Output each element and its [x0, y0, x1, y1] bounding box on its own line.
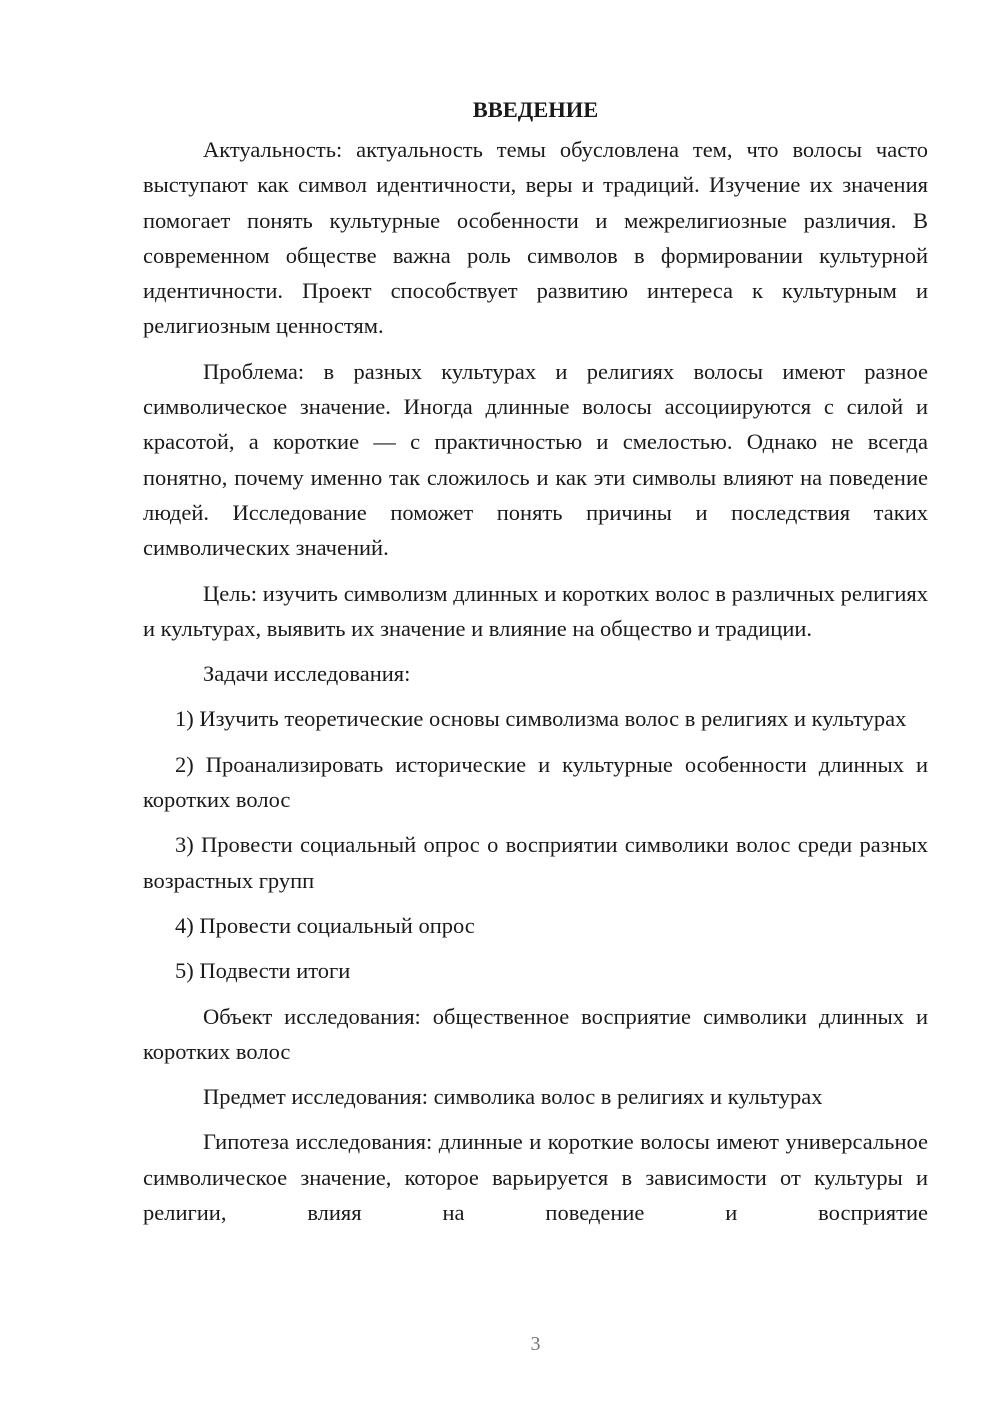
hypothesis-paragraph: Гипотеза исследования: длинные и короткие волосы имеют универсальное символическое значение, которое варьируется в зависимости от культуры и религии, влияя на поведение и восприятие	[143, 1129, 928, 1226]
problem-paragraph: Проблема: в разных культурах и религиях волосы имеют разное символическое значение. Иногда длинные волосы ассоциируются с силой и красотой, а короткие — с практичностью и смелостью. Однако не всегда понятно, почему именно так сложилось и как эти символы влияют на поведение людей. Исследование поможет понять причины и последствия таких символических значений.	[143, 358, 928, 561]
object-paragraph: Объект исследования: общественное восприятие символики длинных и коротких волос	[143, 1003, 928, 1064]
document-page	[143, 92, 928, 1240]
task-item-1: 1) Изучить теоретические основы символизма волос в религиях и культурах	[175, 706, 907, 732]
task-item-2: 2) Проанализировать исторические и культурные особенности длинных и коротких волос	[143, 751, 928, 813]
task-item-5: 5) Подвести итоги	[175, 958, 351, 984]
goal-paragraph: Цель: изучить символизм длинных и коротких волос в различных религиях и культурах, выявить их значение и влияние на общество и традиции.	[143, 580, 928, 641]
task-item-4: 4) Провести социальный опрос	[175, 912, 475, 938]
task-item-3: 3) Провести социальный опрос о восприятии символики волос среди разных возрастных групп	[143, 832, 928, 893]
relevance-paragraph: Актуальность: актуальность темы обусловлена тем, что волосы часто выступают как символ идентичности, веры и традиций. Изучение их значения помогает понять культурные особенности и межрелигиозные различия. В современном обществе важна роль символов в формировании культурной идентичности. Проект способствует развитию интереса к культурным и религиозным ценностям.	[143, 137, 928, 339]
subject-paragraph: Предмет исследования: символика волос в религиях и культурах	[203, 1084, 823, 1110]
page-number: 3	[530, 1333, 541, 1355]
page-title: ВВЕДЕНИЕ	[472, 97, 599, 122]
tasks-heading: Задачи исследования:	[203, 661, 411, 687]
